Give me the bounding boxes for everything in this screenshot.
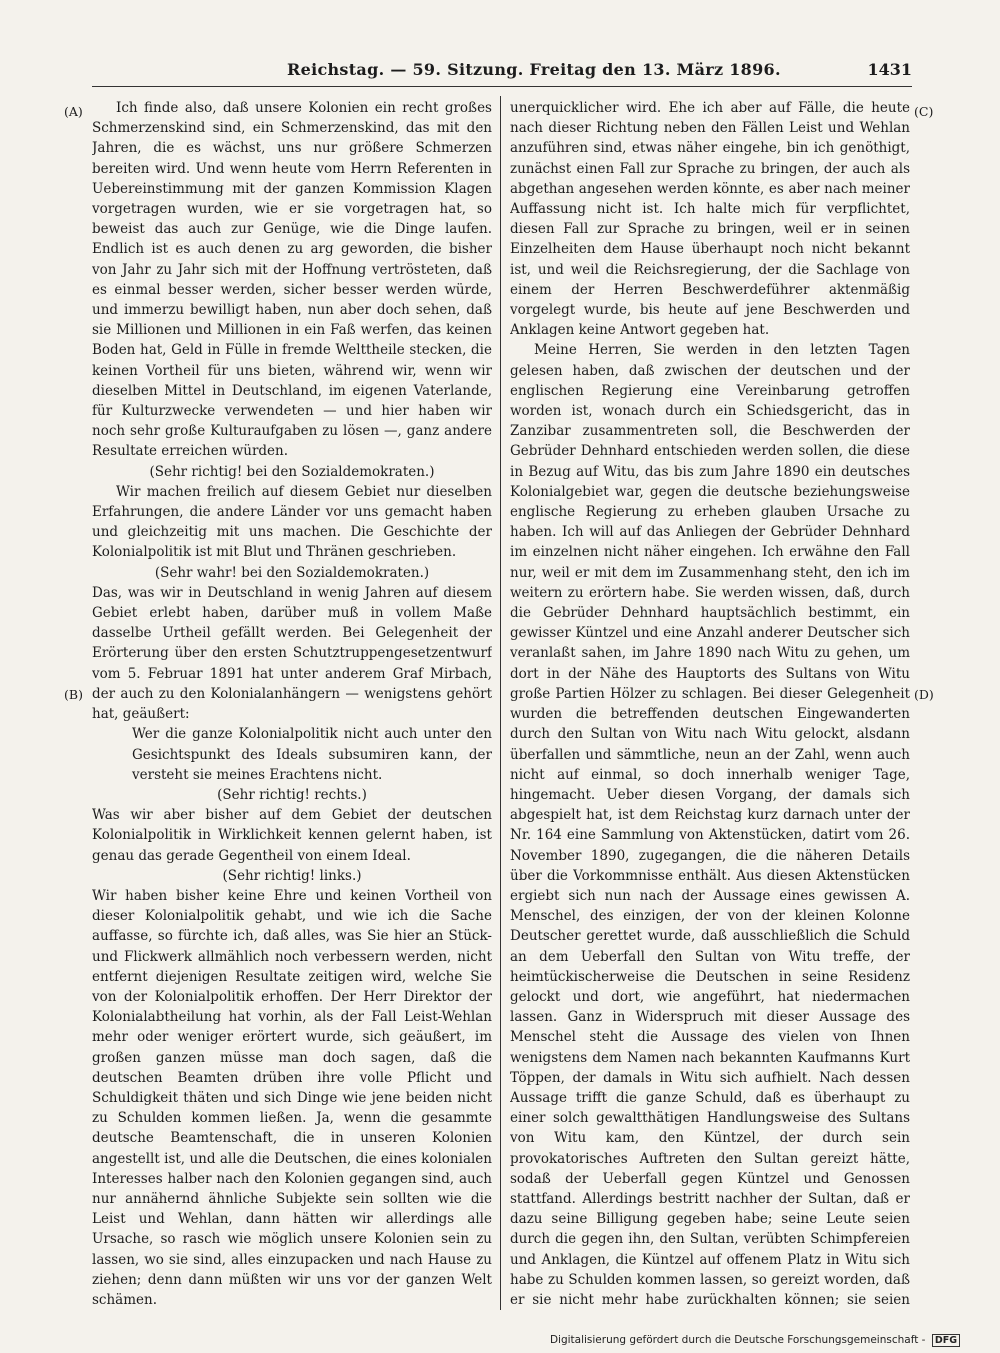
left-column	[92, 98, 492, 1310]
running-header	[92, 56, 912, 87]
interjection: (Sehr wahr! bei den Sozialdemokraten.)	[154, 564, 430, 581]
margin-marker-c: (C)	[914, 104, 934, 119]
margin-marker-a: (A)	[64, 104, 83, 119]
interjection: (Sehr richtig! links.)	[222, 867, 362, 884]
quotation: Wer die ganze Kolonialpolitik nicht auch unter den Gesichtspunkt des Ideals subsumiren kann, der versteht sie meines Erachtens nicht.	[132, 726, 492, 783]
dfg-logo: DFG	[932, 1334, 960, 1347]
column-divider	[500, 96, 501, 1310]
page-number: 1431	[867, 60, 912, 79]
paragraph: Meine Herren, Sie werden in den letzten Tagen gelesen haben, daß zwischen der deutschen und der englischen Regierung eine Vereinbarung getroffen worden ist, wonach durch ein Schiedsgericht, das in Zanzibar zusammentreten soll, die Beschwerden der Gebrüder Dehnhard entschieden werden sollen, die diese in Bezug auf Witu, das bis zum Jahre 1890 ein deutsches Kolonialgebiet war, gegen die deutsche beziehungsweise englische Regierung zu erheben glauben Ursache zu haben. Ich will auf das Anliegen der Gebrüder Dehnhard im einzelnen nicht näher eingehen. Ich erwähne den Fall nur, weil er mit dem im Zusammenhang steht, den ich im weitern zu erörtern habe. Sie werden wissen, daß, durch die Gebrüder Dehnhard hauptsächlich bestimmt, ein gewisser Küntzel und eine Anzahl anderer Deutscher sich veranlaßt sahen, im Jahre 1890 nach Witu zu gehen, um dort in der Nähe des Hauptorts des Sultans von Witu große Partien Hölzer zu schlagen. Bei dieser Gelegenheit wurden die betreffenden deutschen Eingewanderten durch den Sultan von Witu nach Witu gelockt, alsdann überfallen und sämmtliche, neun an der Zahl, wenn auch nicht auf einmal, so doch innerhalb weniger Tage, hingemacht. Ueber diesen Vorgang, der damals sich abgespielt hat, ist dem Reichstag kurz darnach unter der Nr. 164 eine Sammlung von Aktenstücken, datirt vom 26. November 1890, zugegangen, die die näheren Details über die Vorkommnisse enthält. Aus diesen Aktenstücken ergiebt sich nun nach der Aussage eines gewissen A. Menschel, des einzigen, der von der kleinen Kolonne Deutscher gerettet wurde, daß ausschließlich die Schuld an dem Ueberfall den Sultan von Witu treffe, der heimtückischerweise die Deutschen in seine Residenz gelockt und dort, wie angeführt, hat niedermachen lassen. Ganz in Widerspruch mit dieser Aussage des Menschel steht die Aussage des vielen von Ihnen wenigstens dem Namen nach bekannten Kaufmanns Kurt Töppen, der damals in Witu sich aufhielt. Nach dessen Aussage trifft die ganze Schuld, daß es überhaupt zu einer solch gewaltthätigen Handlungsweise des Sultans von Witu kam, den Küntzel, der durch sein provokatorisches Auftreten den Sultan gereizt hätte, sodaß der Ueberfall gegen Küntzel und Genossen stattfand. Allerdings bestritt nachher der Sultan, daß er dazu seine Billigung gegeben habe; seine Leute seien durch die gegen ihn, den Sultan, verübten Schimpfereien und Anklagen, die Küntzel auf offenem Platz in Witu sich habe zu Schulden kommen lassen, so gereizt worden, daß er sie nicht mehr habe zurückhalten können; sie seien	[510, 342, 910, 1308]
footer	[550, 1334, 960, 1347]
paragraph: Wir haben bisher keine Ehre und keinen Vortheil von dieser Kolonialpolitik gehabt, und wie ich die Sache auffasse, so fürchte ich, daß alles, was Sie hier an Stück- und Flickwerk allmählich noch verbessern werden, nicht entfernt diejenigen Resultate zeitigen wird, welche Sie von der Kolonialpolitik erhoffen. Der Herr Direktor der Kolonialabtheilung hat vorhin, als der Fall Leist-Wehlan mehr oder weniger erörtert wurde, sich geäußert, im großen ganzen müsse man doch sagen, daß die deutschen Beamten drüben ihre volle Pflicht und Schuldigkeit thäten und sich Dinge wie jene beiden nicht zu Schulden kommen ließen. Ja, wenn die gesammte deutsche Beamtenschaft, die in unseren Kolonien angestellt ist, und alle die Deutschen, die eines kolonialen Interesses halber nach den Kolonien gegangen sind, auch nur annähernd ähnliche Subjekte sein sollten wie die Leist und Wehlan, dann hätten wir allerdings alle Ursache, so rasch wie möglich unsere Kolonien sein zu lassen, wo sie sind, alles einzupacken und nach Hause zu ziehen; denn dann müßten wir uns vor der ganzen Welt schämen.	[92, 887, 492, 1308]
paragraph: unerquicklicher wird. Ehe ich aber auf Fälle, die heute nach dieser Richtung neben den Fällen Leist und Wehlan anzuführen sind, etwas näher eingehe, bin ich genöthigt, zunächst einen Fall zur Sprache zu bringen, der auch als abgethan angesehen werden könnte, es aber nach meiner Auffassung nicht ist. Ich halte mich für verpflichtet, diesen Fall zur Sprache zu bringen, weil er in seinen Einzelheiten dem Hause überhaupt noch nicht bekannt ist, und weil die Reichsregierung, der die Sachlage von einem der Herren Beschwerdeführer aktenmäßig vorgelegt wurde, bis heute auf jene Beschwerden und Anklagen keine Antwort gegeben hat.	[510, 100, 910, 339]
paragraph: Das, was wir in Deutschland in wenig Jahren auf diesem Gebiet erlebt haben, darüber muß in vollem Maße dasselbe Urtheil gefällt werden. Bei Gelegenheit der Erörterung über den ersten Schutztruppengesetzentwurf vom 5. Februar 1891 hat unter anderem Graf Mirbach, der auch zu den Kolonialanhängern — wenigstens gehört hat, geäußert:	[92, 584, 492, 723]
right-column	[510, 98, 910, 1310]
interjection: (Sehr richtig! bei den Sozialdemokraten.)	[149, 463, 435, 480]
footer-text: Digitalisierung gefördert durch die Deutsche Forschungsgemeinschaft -	[549, 1334, 926, 1346]
margin-marker-b: (B)	[64, 687, 83, 702]
header-title: Reichstag. — 59. Sitzung. Freitag den 13. März 1896.	[287, 60, 781, 79]
paragraph: Was wir aber bisher auf dem Gebiet der deutschen Kolonialpolitik in Wirklichkeit kennen gelernt haben, ist genau das gerade Gegentheil von einem Ideal.	[92, 807, 492, 864]
paragraph: Wir machen freilich auf diesem Gebiet nur dieselben Erfahrungen, die andere Länder vor uns gemacht haben und gleichzeitig mit uns machen. Die Geschichte der Kolonialpolitik ist mit Blut und Thränen geschrieben.	[92, 483, 492, 561]
margin-marker-d: (D)	[914, 687, 934, 702]
interjection: (Sehr richtig! rechts.)	[217, 786, 367, 803]
paragraph: Ich finde also, daß unsere Kolonien ein recht großes Schmerzenskind sind, ein Schmerzenskind, das mit den Jahren, die es wächst, uns nur größere Schmerzen bereiten wird. Und wenn heute vom Herrn Referenten in Uebereinstimmung mit der ganzen Kommission Klagen vorgetragen wurden, wie er sie vorgetragen hat, so beweist das auch zur Genüge, wie die Dinge laufen. Endlich ist es auch denen zu arg geworden, die bisher von Jahr zu Jahr sich mit der Hoffnung vertrösteten, daß es einmal besser werden, sicher besser werden würde, und immerzu bewilligt haben, nun aber doch sehen, daß sie Millionen und Millionen in ein Faß werfen, das keinen Boden hat, Geld in Fülle in fremde Welttheile stecken, die keinen Vortheil für uns bieten, während wir, wenn wir dieselben Mittel in Deutschland, im eigenen Vaterlande, für Kulturzwecke verwendeten — und hier haben wir noch sehr große Kulturaufgaben zu lösen —, ganz andere Resultate erreichen würden.	[92, 100, 492, 460]
